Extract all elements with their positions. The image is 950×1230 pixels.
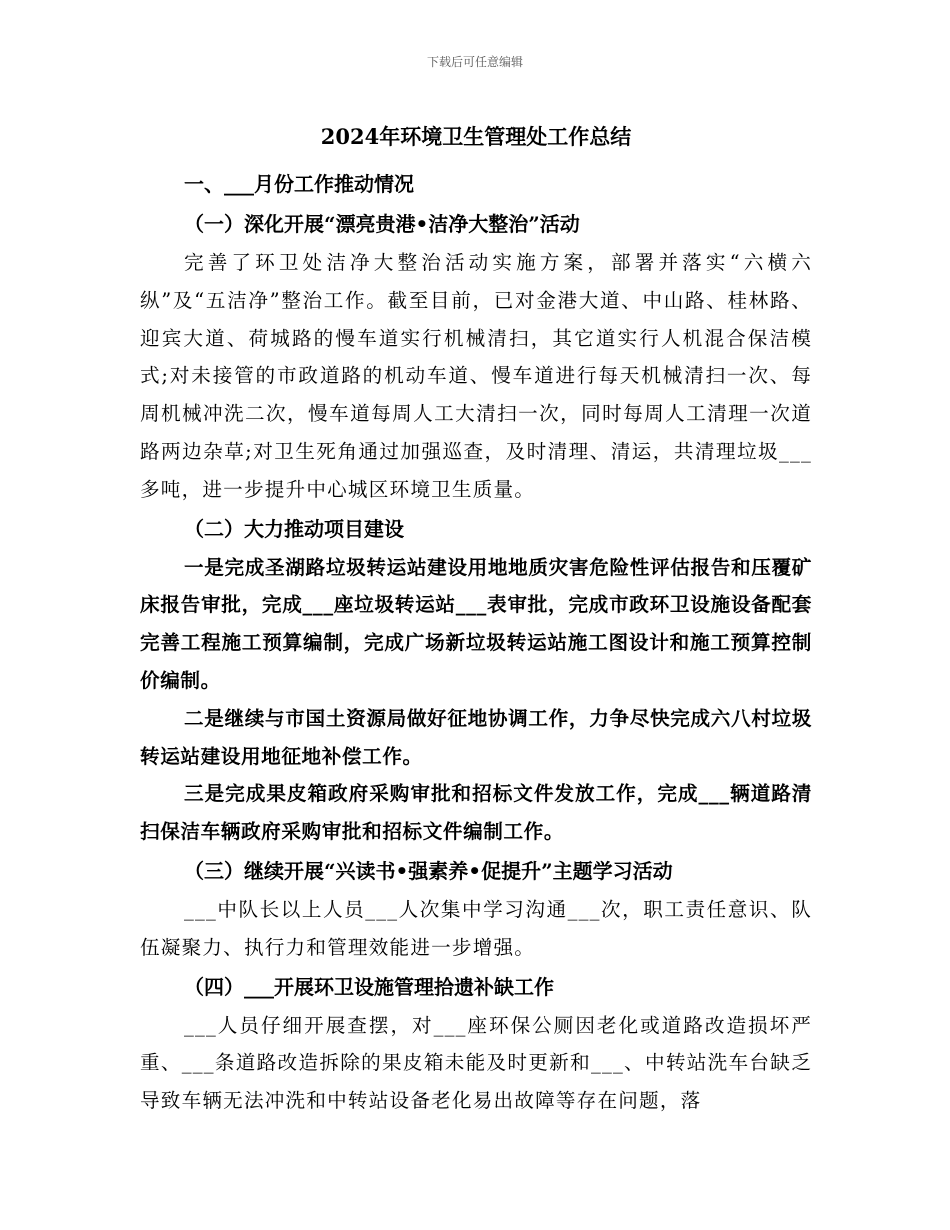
paragraph-4: ___人员仔细开展查摆，对___座环保公厕因老化或道路改造损坏严重、___条道路改造拆除的果皮箱未能及时更新和___、中转站洗车台缺乏导致车辆无法冲洗和中转站设备老化易出故障等存在问题，落 [140,1013,812,1113]
subheading-3: （三）继续开展“兴读书•强素养•促提升”主题学习活动 [184,858,673,883]
paragraph-2c: 三是完成果皮箱政府采购审批和招标文件发放工作，完成___辆道路清扫保洁车辆政府采购审批和招标文件编制工作。 [140,782,812,844]
subheading-2: （二）大力推动项目建设 [184,516,404,541]
subheading-4: （四）___开展环卫设施管理拾遗补缺工作 [184,974,554,999]
document-title: 2024年环境卫生管理处工作总结 [320,124,632,149]
paragraph-2b: 二是继续与市国土资源局做好征地协调工作，力争尽快完成六八村垃圾转运站建设用地征地补偿工作。 [140,706,812,768]
section-heading-1: 一、___月份工作推动情况 [184,172,414,196]
paragraph-2a: 一是完成圣湖路垃圾转运站建设用地地质灾害危险性评估报告和压覆矿床报告审批，完成___座垃圾转运站___表审批，完成市政环卫设施设备配套完善工程施工预算编制，完成广场新垃圾转运站施工图设计和施工预算控制价编制。 [140,555,812,692]
subheading-1: （一）深化开展“漂亮贵港•洁净大整治”活动 [184,212,580,236]
page-header-note: 下载后可任意编辑 [426,55,523,69]
paragraph-1: 完善了环卫处洁净大整治活动实施方案，部署并落实“六横六纵”及“五洁净”整治工作。截至目前，已对金港大道、中山路、桂林路、迎宾大道、荷城路的慢车道实行机械清扫，其它道实行人机混合保洁模式;对未接管的市政道路的机动车道、慢车道进行每天机械清扫一次、每周机械冲洗二次，慢车道每周人工大清扫一次，同时每周人工清理一次道路两边杂草;对卫生死角通过加强巡查，及时清理、清运，共清理垃圾___多吨，进一步提升中心城区环境卫生质量。 [140,251,812,501]
paragraph-3: ___中队长以上人员___人次集中学习沟通___次，职工责任意识、队伍凝聚力、执行力和管理效能进一步增强。 [140,897,812,959]
document-body [140,118,812,1120]
